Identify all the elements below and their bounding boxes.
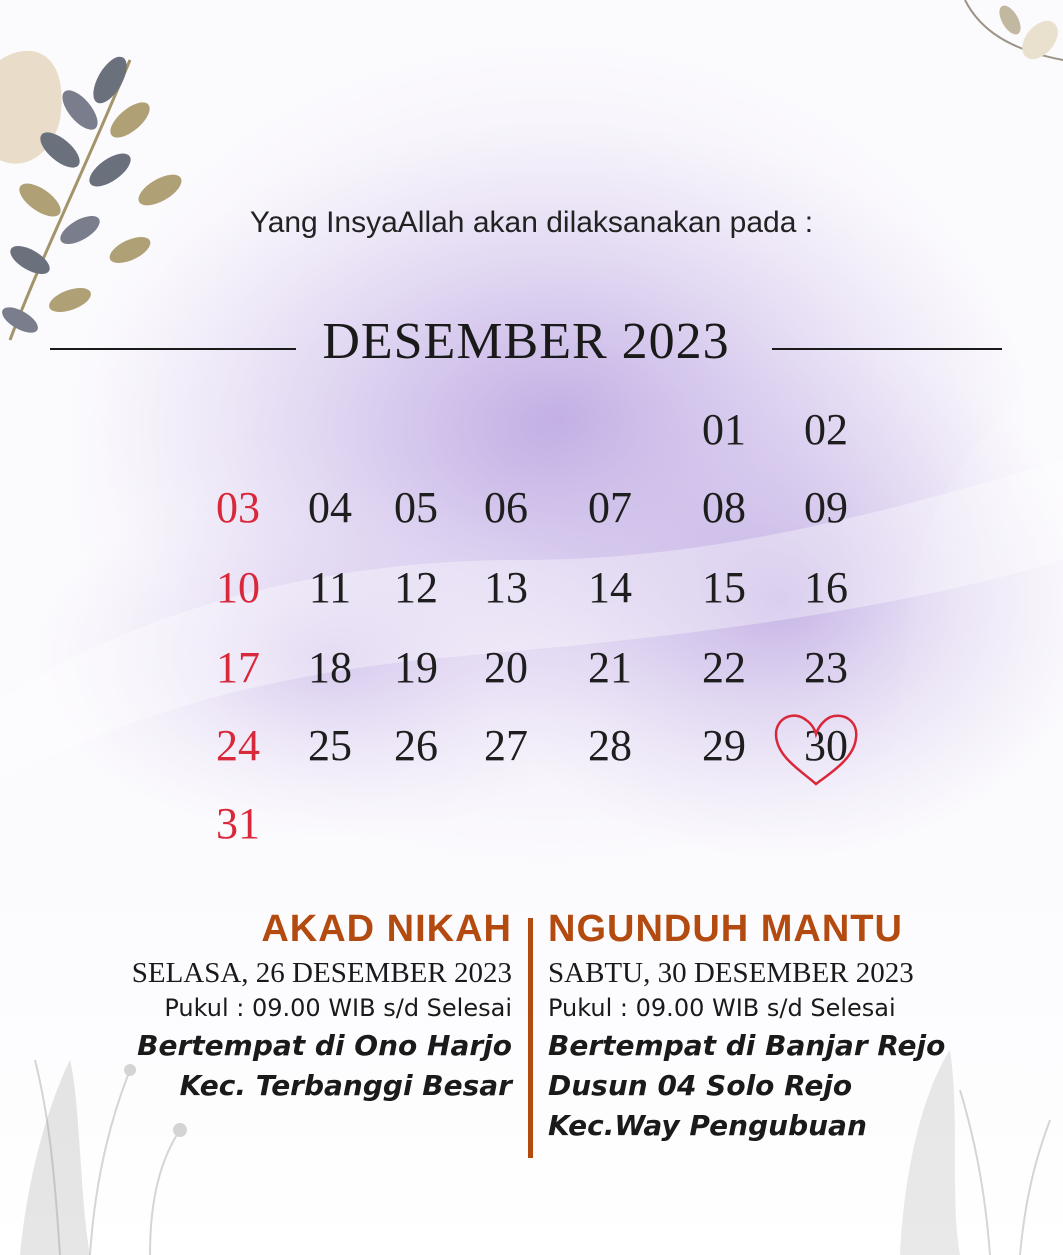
calendar-day: 09 [804, 483, 848, 532]
month-line-right [772, 348, 1002, 350]
calendar-day: 19 [394, 643, 438, 692]
ngunduh-time: Pukul : 09.00 WIB s/d Selesai [548, 994, 896, 1022]
calendar-day: 22 [702, 643, 746, 692]
calendar-day: 04 [308, 483, 352, 532]
calendar-day: 23 [804, 643, 848, 692]
akad-nikah-section [40, 908, 512, 1106]
calendar-day: 03 [216, 483, 260, 532]
calendar-day: 30 [804, 721, 848, 770]
month-header [50, 312, 1002, 382]
akad-title: AKAD NIKAH [261, 908, 512, 950]
ngunduh-mantu-section [548, 908, 1018, 1146]
calendar-day: 07 [588, 483, 632, 532]
calendar-day: 01 [702, 405, 746, 454]
calendar-day: 12 [394, 563, 438, 612]
akad-date: SELASA, 26 DESEMBER 2023 [131, 957, 512, 989]
calendar-day: 05 [394, 483, 438, 532]
heart-icon [770, 708, 862, 790]
akad-place-line1: Bertempat di Ono Harjo [137, 1029, 512, 1062]
calendar-day: 18 [308, 643, 352, 692]
calendar-day: 15 [702, 563, 746, 612]
calendar-day: 10 [216, 563, 260, 612]
calendar-day: 27 [484, 721, 528, 770]
calendar-day: 25 [308, 721, 352, 770]
calendar-day: 14 [588, 563, 632, 612]
intro-text: Yang InsyaAllah akan dilaksanakan pada : [249, 206, 814, 239]
akad-time: Pukul : 09.00 WIB s/d Selesai [164, 994, 512, 1022]
ngunduh-place-line2: Dusun 04 Solo Rejo [548, 1069, 853, 1102]
calendar-day: 20 [484, 643, 528, 692]
akad-place-line2: Kec. Terbanggi Besar [179, 1069, 512, 1102]
calendar-day: 08 [702, 483, 746, 532]
month-title: DESEMBER 2023 [322, 313, 730, 370]
calendar-day: 17 [216, 643, 260, 692]
calendar-day: 24 [216, 721, 260, 770]
calendar-day: 21 [588, 643, 632, 692]
ngunduh-date: SABTU, 30 DESEMBER 2023 [548, 957, 914, 989]
ngunduh-title: NGUNDUH MANTU [548, 908, 903, 950]
event-divider [528, 918, 533, 1158]
calendar-day: 11 [308, 563, 352, 612]
calendar-day: 26 [394, 721, 438, 770]
ngunduh-place-line1: Bertempat di Banjar Rejo [548, 1029, 946, 1062]
calendar-day: 13 [484, 563, 528, 612]
calendar-day: 28 [588, 721, 632, 770]
calendar-day: 31 [216, 799, 260, 848]
foliage-right-illustration [965, 0, 1063, 66]
calendar-day: 16 [804, 563, 848, 612]
calendar-day: 06 [484, 483, 528, 532]
calendar-day: 02 [804, 405, 848, 454]
ngunduh-place-line3: Kec.Way Pengubuan [548, 1109, 867, 1142]
calendar-day: 29 [702, 721, 746, 770]
